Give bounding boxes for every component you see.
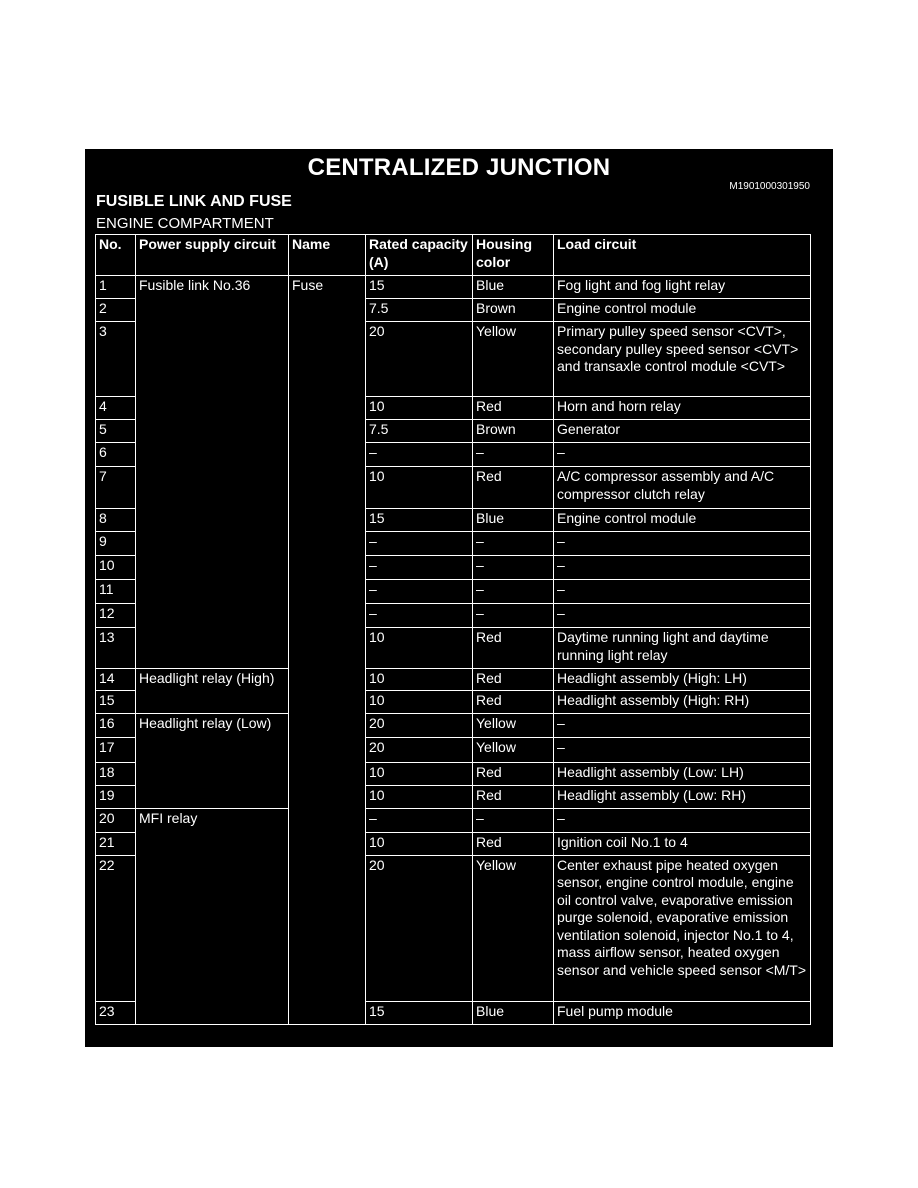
- cell-no: 15: [96, 690, 136, 713]
- cell-rated: 7.5: [366, 299, 473, 322]
- cell-color: Yellow: [473, 737, 554, 762]
- cell-rated: –: [366, 443, 473, 467]
- cell-no: 4: [96, 397, 136, 420]
- header-rated-capacity: Rated capacity (A): [366, 235, 473, 276]
- cell-color: Red: [473, 762, 554, 785]
- cell-color: Red: [473, 397, 554, 420]
- figure-code: M1901000301950: [729, 181, 810, 192]
- header-load-circuit: Load circuit: [554, 235, 811, 276]
- cell-rated: 10: [366, 397, 473, 420]
- page-title: CENTRALIZED JUNCTION: [307, 154, 611, 181]
- cell-load: Engine control module: [554, 509, 811, 532]
- cell-load: –: [554, 737, 811, 762]
- header-name: Name: [289, 235, 366, 276]
- cell-no: 22: [96, 855, 136, 1001]
- header-no: No.: [96, 235, 136, 276]
- cell-rated: –: [366, 808, 473, 832]
- cell-no: 8: [96, 509, 136, 532]
- cell-rated: 20: [366, 855, 473, 1001]
- cell-color: –: [473, 443, 554, 467]
- cell-load: Fuel pump module: [554, 1001, 811, 1024]
- cell-rated: 20: [366, 322, 473, 397]
- fuse-table: [95, 234, 811, 1025]
- cell-no: 19: [96, 785, 136, 808]
- cell-rated: –: [366, 604, 473, 628]
- cell-rated: 10: [366, 832, 473, 855]
- cell-color: –: [473, 556, 554, 580]
- cell-load: Ignition coil No.1 to 4: [554, 832, 811, 855]
- cell-rated: –: [366, 556, 473, 580]
- cell-no: 2: [96, 299, 136, 322]
- cell-no: 23: [96, 1001, 136, 1024]
- table-row: [96, 713, 811, 737]
- cell-load: Headlight assembly (Low: LH): [554, 762, 811, 785]
- document-panel: [85, 149, 833, 1047]
- cell-color: Brown: [473, 420, 554, 443]
- cell-load: Engine control module: [554, 299, 811, 322]
- header-housing-color: Housing color: [473, 235, 554, 276]
- cell-no: 18: [96, 762, 136, 785]
- cell-color: Blue: [473, 1001, 554, 1024]
- cell-color: Brown: [473, 299, 554, 322]
- section-heading: FUSIBLE LINK AND FUSE: [96, 193, 292, 210]
- cell-power-supply: Fusible link No.36: [136, 276, 289, 669]
- cell-no: 5: [96, 420, 136, 443]
- cell-rated: 15: [366, 276, 473, 299]
- cell-color: Yellow: [473, 322, 554, 397]
- cell-rated: 20: [366, 713, 473, 737]
- cell-load: A/C compressor assembly and A/C compressor clutch relay: [554, 467, 811, 509]
- cell-name: Fuse: [289, 276, 366, 1025]
- cell-color: Yellow: [473, 855, 554, 1001]
- cell-rated: 10: [366, 628, 473, 669]
- cell-color: –: [473, 604, 554, 628]
- cell-load: –: [554, 532, 811, 556]
- cell-rated: 10: [366, 669, 473, 691]
- cell-power-supply: Headlight relay (Low): [136, 713, 289, 808]
- cell-no: 10: [96, 556, 136, 580]
- cell-color: Blue: [473, 509, 554, 532]
- cell-rated: 15: [366, 1001, 473, 1024]
- cell-color: Red: [473, 669, 554, 691]
- cell-no: 21: [96, 832, 136, 855]
- table-header-row: [96, 235, 811, 276]
- table-row: [96, 276, 811, 299]
- cell-color: –: [473, 532, 554, 556]
- cell-no: 13: [96, 628, 136, 669]
- cell-no: 12: [96, 604, 136, 628]
- cell-color: Red: [473, 690, 554, 713]
- cell-load: –: [554, 556, 811, 580]
- cell-load: –: [554, 808, 811, 832]
- cell-load: Headlight assembly (High: LH): [554, 669, 811, 691]
- cell-no: 3: [96, 322, 136, 397]
- header-power-supply: Power supply circuit: [136, 235, 289, 276]
- cell-no: 16: [96, 713, 136, 737]
- cell-no: 11: [96, 580, 136, 604]
- cell-load: Center exhaust pipe heated oxygen sensor, engine control module, engine oil control valve, evaporative emission purge solenoid, evaporative emission ventilation solenoid, injector No.1 to 4, mass airflow sensor, heated oxygen sensor and vehicle speed sensor <M/T>: [554, 855, 811, 1001]
- cell-no: 6: [96, 443, 136, 467]
- cell-no: 7: [96, 467, 136, 509]
- cell-power-supply: MFI relay: [136, 808, 289, 1024]
- cell-load: –: [554, 580, 811, 604]
- cell-load: Headlight assembly (Low: RH): [554, 785, 811, 808]
- cell-color: –: [473, 808, 554, 832]
- cell-no: 9: [96, 532, 136, 556]
- cell-load: Headlight assembly (High: RH): [554, 690, 811, 713]
- cell-rated: 7.5: [366, 420, 473, 443]
- cell-no: 14: [96, 669, 136, 691]
- cell-load: Fog light and fog light relay: [554, 276, 811, 299]
- cell-rated: 10: [366, 785, 473, 808]
- subsection-heading: ENGINE COMPARTMENT: [96, 215, 274, 232]
- cell-power-supply: Headlight relay (High): [136, 669, 289, 714]
- cell-no: 20: [96, 808, 136, 832]
- cell-load: –: [554, 443, 811, 467]
- cell-rated: 10: [366, 467, 473, 509]
- cell-load: –: [554, 713, 811, 737]
- cell-color: Red: [473, 467, 554, 509]
- cell-rated: –: [366, 532, 473, 556]
- cell-color: Yellow: [473, 713, 554, 737]
- cell-color: Blue: [473, 276, 554, 299]
- cell-color: –: [473, 580, 554, 604]
- table-row: [96, 669, 811, 691]
- cell-color: Red: [473, 628, 554, 669]
- cell-load: Horn and horn relay: [554, 397, 811, 420]
- cell-load: –: [554, 604, 811, 628]
- cell-no: 1: [96, 276, 136, 299]
- table-row: [96, 808, 811, 832]
- cell-rated: 10: [366, 690, 473, 713]
- cell-color: Red: [473, 785, 554, 808]
- cell-rated: 20: [366, 737, 473, 762]
- cell-load: Generator: [554, 420, 811, 443]
- cell-no: 17: [96, 737, 136, 762]
- cell-rated: –: [366, 580, 473, 604]
- cell-rated: 10: [366, 762, 473, 785]
- cell-rated: 15: [366, 509, 473, 532]
- cell-load: Primary pulley speed sensor <CVT>, secondary pulley speed sensor <CVT> and transaxle control module <CVT>: [554, 322, 811, 397]
- cell-load: Daytime running light and daytime running light relay: [554, 628, 811, 669]
- cell-color: Red: [473, 832, 554, 855]
